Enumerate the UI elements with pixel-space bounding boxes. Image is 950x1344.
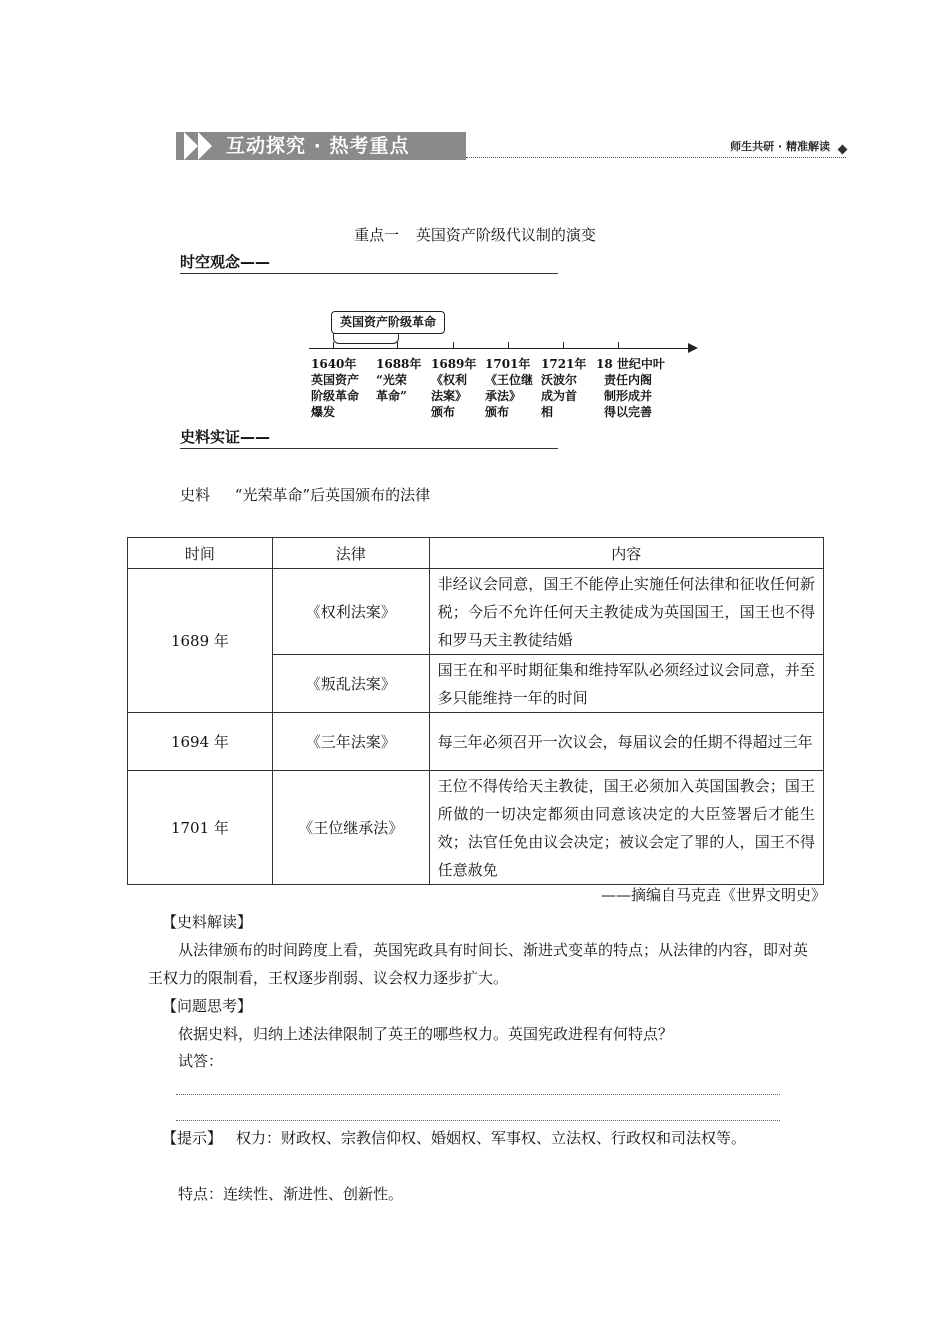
timeline-tick	[508, 342, 509, 348]
source-title: “光荣革命”后英国颁布的法律	[234, 486, 431, 504]
timeline-event-text: 承法》	[485, 389, 522, 403]
table-header-cell: 法律	[272, 538, 429, 569]
banner-dotted-line	[466, 157, 846, 158]
hint-features: 特点：连续性、渐进性、创新性。	[178, 1185, 404, 1203]
timeline-event-year: 1689年	[431, 357, 477, 371]
table-cell-law: 《王位继承法》	[272, 771, 429, 885]
timeline-event-text: 《权利	[431, 373, 468, 387]
timeline-event-text: 阶级革命	[311, 389, 360, 403]
source-label: 史料	[180, 486, 211, 504]
timeline-event-text: 颁布	[431, 405, 456, 419]
table-cell-content: 每三年必须召开一次议会，每届议会的任期不得超过三年	[429, 713, 823, 771]
section-heading: 英国资产阶级代议制的演变	[415, 226, 596, 244]
chevron-right-icon	[198, 132, 212, 160]
question-text: 依据史料，归纳上述法律限制了英王的哪些权力。英国宪政进程有何特点？	[178, 1025, 674, 1043]
laws-table	[127, 537, 824, 885]
subhead-timespace	[180, 251, 558, 274]
banner-title-part: 热考重点	[329, 135, 410, 157]
banner-subtitle: 师生共研 · 精准解读	[730, 140, 830, 153]
timeline-tick	[563, 342, 564, 348]
diamond-icon	[838, 145, 848, 155]
table-cell-year: 1689 年	[128, 569, 273, 713]
analysis-heading-text: 【史料解读】	[162, 913, 253, 931]
table-cell-law: 《三年法案》	[272, 713, 429, 771]
timeline-event-year: 1721年	[541, 357, 587, 371]
question-heading-text: 【问题思考】	[162, 997, 253, 1015]
table-cell-content: 王位不得传给天主教徒，国王必须加入英国国教会；国王所做的一切决定都须由同意该决定的大臣签署后才能生效；法官任免由议会决定；被议会定了罪的人，国王不得任意赦免	[429, 771, 823, 885]
timeline-event-year: 1688年	[376, 357, 422, 371]
timeline-event-text: 颁布	[485, 405, 510, 419]
timeline-event	[485, 356, 533, 420]
subhead-label: 史料实证——	[180, 428, 271, 446]
timeline-event-text: 相	[541, 405, 554, 419]
section-title	[0, 224, 950, 245]
timeline-event	[431, 356, 476, 420]
timeline-event-text: 责任内阁	[604, 373, 653, 387]
table-attribution: ——摘编自马克垚《世界文明史》	[600, 886, 826, 904]
banner-title	[226, 132, 410, 160]
hint-heading: 【提示】	[162, 1129, 223, 1147]
table-header-cell: 时间	[128, 538, 273, 569]
timeline-event	[541, 356, 586, 420]
timeline-event-text: “光荣	[376, 373, 407, 387]
header-banner	[176, 130, 848, 162]
timeline-event-text: 制形成并	[604, 389, 653, 403]
timeline-tick	[397, 342, 398, 348]
analysis-text: 从法律颁布的时间跨度上看，英国宪政具有时间长、渐进式变革的特点；从法律的内容，即对英王权力的限制看，王权逐步削弱、议会权力逐步扩大。	[148, 941, 809, 987]
answer-label: 试答：	[178, 1052, 224, 1070]
table-cell-content: 国王在和平时期征集和维持军队必须经过议会同意，并至多只能维持一年的时间	[429, 655, 823, 713]
timeline-tick	[453, 342, 454, 348]
answer-line[interactable]	[176, 1120, 780, 1121]
timeline-event-text: 《王位继	[485, 373, 534, 387]
table-header-row	[128, 538, 824, 569]
timeline-event-text: 沃波尔	[541, 373, 578, 387]
section-label: 重点一	[354, 226, 400, 244]
question-heading	[148, 992, 808, 1020]
banner-title-part: 互动探究	[226, 135, 307, 157]
timeline-axis	[309, 348, 689, 349]
timeline-event-year: 18 世纪中叶	[596, 357, 665, 371]
arrow-right-icon	[688, 343, 698, 353]
answer-line[interactable]	[176, 1094, 780, 1095]
analysis-heading	[148, 908, 808, 936]
timeline-event-text: 英国资产	[311, 373, 360, 387]
table-cell-law: 《权利法案》	[272, 569, 429, 655]
table-cell-year: 1694 年	[128, 713, 273, 771]
timeline-brace	[333, 333, 399, 344]
banner-title-dot: ·	[313, 135, 322, 157]
timeline-event	[596, 356, 665, 420]
timeline-event-year: 1701年	[485, 357, 531, 371]
chevron-right-icon	[184, 132, 198, 160]
table-cell-content: 非经议会同意，国王不能停止实施任何法律和征收任何新税；今后不允许任何天主教徒成为英国国王，国王也不得和罗马天主教徒结婚	[429, 569, 823, 655]
table-row	[128, 771, 824, 885]
table-header-cell: 内容	[429, 538, 823, 569]
subhead-evidence	[180, 426, 558, 449]
timeline-event-text: 爆发	[311, 405, 336, 419]
timeline-event-text: 得以完善	[604, 405, 653, 419]
timeline-event-year: 1640年	[311, 357, 357, 371]
table-cell-law: 《叛乱法案》	[272, 655, 429, 713]
timeline-event-text: 法案》	[431, 389, 468, 403]
timeline-event-text: 革命”	[376, 389, 407, 403]
timeline-event	[311, 356, 359, 420]
table-cell-year: 1701 年	[128, 771, 273, 885]
timeline-tick	[333, 342, 334, 348]
source-caption	[180, 484, 430, 505]
subhead-label: 时空观念——	[180, 253, 271, 271]
timeline-event-text: 成为首	[541, 389, 578, 403]
table-row	[128, 713, 824, 771]
timeline-tick	[618, 342, 619, 348]
hint-text: 权力：财政权、宗教信仰权、婚姻权、军事权、立法权、行政权和司法权等。	[236, 1129, 747, 1147]
table-row	[128, 569, 824, 655]
timeline-bracket-label: 英国资产阶级革命	[331, 311, 445, 334]
timeline-event	[376, 356, 421, 404]
hint-paragraph	[148, 1124, 808, 1152]
